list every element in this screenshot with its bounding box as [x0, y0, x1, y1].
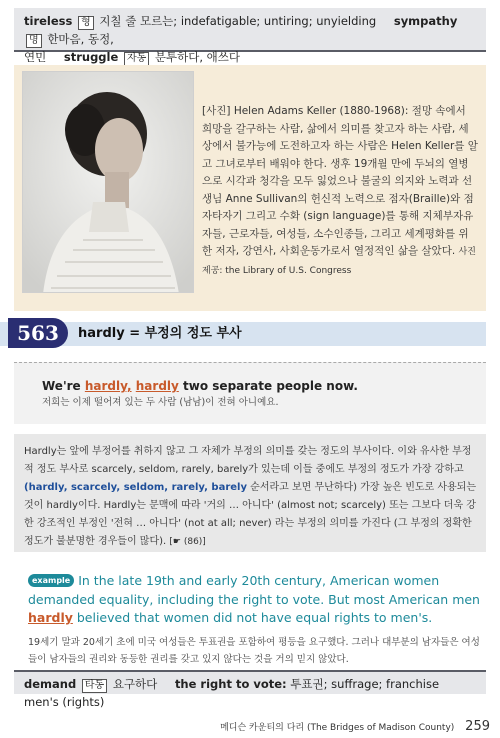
pos-tag: 자동	[124, 52, 149, 66]
vocab-box-top	[14, 8, 486, 64]
vocab-word: the right to vote:	[174, 677, 287, 691]
example-korean: 19세기 말과 20세기 초에 미국 여성들은 투표권을 포함하여 평등을 요구했다. 그러나 대부분의 남자들은 여성들이 남자들의 권리와 동등한 권리를 갖고 있지 않다는 것을 거의 믿지 않았다.	[28, 636, 480, 665]
example-text: two separate people now.	[178, 379, 358, 393]
vocab-definition: 분투하다, 애쓰다	[154, 50, 240, 64]
vocab-word: sympathy	[393, 14, 458, 28]
vocab-definition: 한마음, 동정,	[47, 32, 114, 46]
adverb-list: (hardly, scarcely, seldom, rarely, barely	[24, 482, 247, 493]
vocab-word: demand	[24, 677, 77, 691]
page-number: 259	[465, 719, 490, 734]
highlight-word: hardly,	[84, 379, 132, 393]
vocab-definition: 지칠 줄 모르는; indefatigable; untiring; unyielding	[99, 14, 377, 28]
highlight-word: hardly	[28, 610, 73, 625]
section-number: 563	[8, 318, 68, 348]
vocab-word: tireless	[24, 14, 73, 28]
photo-panel	[14, 65, 486, 311]
vocab-box-bottom	[14, 670, 486, 709]
page-footer	[220, 720, 490, 735]
example-english	[28, 572, 480, 628]
explanation-text: 순서라고 보면 무난하다) 가장 높은 빈도로 사용되는 것이 hardly이다. Hardly는 문맥에 따라 '거의 … 아니다' (almost not; scarcely) 또는 그보다 더욱 강한 강조적인 부정인 '전혀 … 아니다' (not at all; never) 라는 부정의 의미를 가진다 (그 부정의 정확한 정도가 불분명한 경우들이 많다).	[24, 482, 477, 547]
cross-reference: [☛ (86)]	[169, 537, 206, 547]
vocab-definition: men's (rights)	[24, 695, 105, 709]
caption-text: [사진] Helen Adams Keller (1880-1968): 절망 속에서 희망을 갈구하는 사람, 삶에서 의미를 찾고자 하는 사람, 세상에서 불가능에 도전하고자 하는 사람은 Helen Keller를 알고 그녀로부터 배워야 한다. 생후 19개월 만에 두뇌의 열병으로 시각과 청각을 모두 잃었으나 불굴의 의지와 노력과 선생님 Anne Sullivan의 헌신적 노력으로 점자(Braille)와 점자타자기 그리고 수화 (sign language)를 통해 지체부자유자들, 근로자들, 여성들, 소수인종들, 그리고 세계평화를 위한 저자, 강연사, 사회운동가로서 열정적인 삶을 살았다.	[202, 105, 478, 257]
example-text: In the late 19th and early 20th century, American women demanded equality, including the right to vote. But most American men	[28, 573, 480, 607]
book-title: 메디슨 카운티의 다리 (The Bridges of Madison County)	[220, 723, 455, 733]
example-badge: example	[28, 574, 74, 587]
pos-tag: 형	[78, 16, 94, 30]
vocab-definition: 요구하다	[112, 677, 158, 691]
portrait-photo	[22, 71, 194, 293]
section-title: hardly = 부정의 정도 부사	[78, 326, 242, 341]
example-english	[42, 377, 486, 395]
example-sentence-box	[14, 362, 486, 424]
explanation-box	[14, 434, 486, 552]
explanation-text: Hardly는 앞에 부정어를 취하지 않고 그 자체가 부정의 의미를 갖는 정도의 부사이다. 이와 유사한 부정적 정도 부사로 scarcely, seldom, rarely, barely가 있는데 이들 중에도 부정의 정도가 가장 강하고	[24, 446, 472, 475]
example-text: We're	[42, 379, 85, 393]
example-block	[28, 572, 480, 669]
portrait-illustration	[23, 72, 194, 293]
section-header	[0, 322, 486, 346]
example-text: believed that women did not have equal rights to men's.	[72, 610, 433, 625]
vocab-definition: 투표권; suffrage; franchise	[290, 677, 440, 691]
highlight-word: hardly	[135, 379, 179, 393]
pos-tag: 명	[26, 34, 42, 48]
pos-tag: 타동	[82, 679, 107, 693]
vocab-definition: 연민	[24, 50, 47, 64]
photo-credit: 사진 제공: the Library of U.S. Congress	[202, 247, 476, 276]
vocab-word: struggle	[63, 50, 119, 64]
example-korean: 저희는 이제 떨어져 있는 두 사람 (남남)이 전혀 아니예요.	[42, 397, 279, 408]
photo-caption	[202, 103, 478, 280]
